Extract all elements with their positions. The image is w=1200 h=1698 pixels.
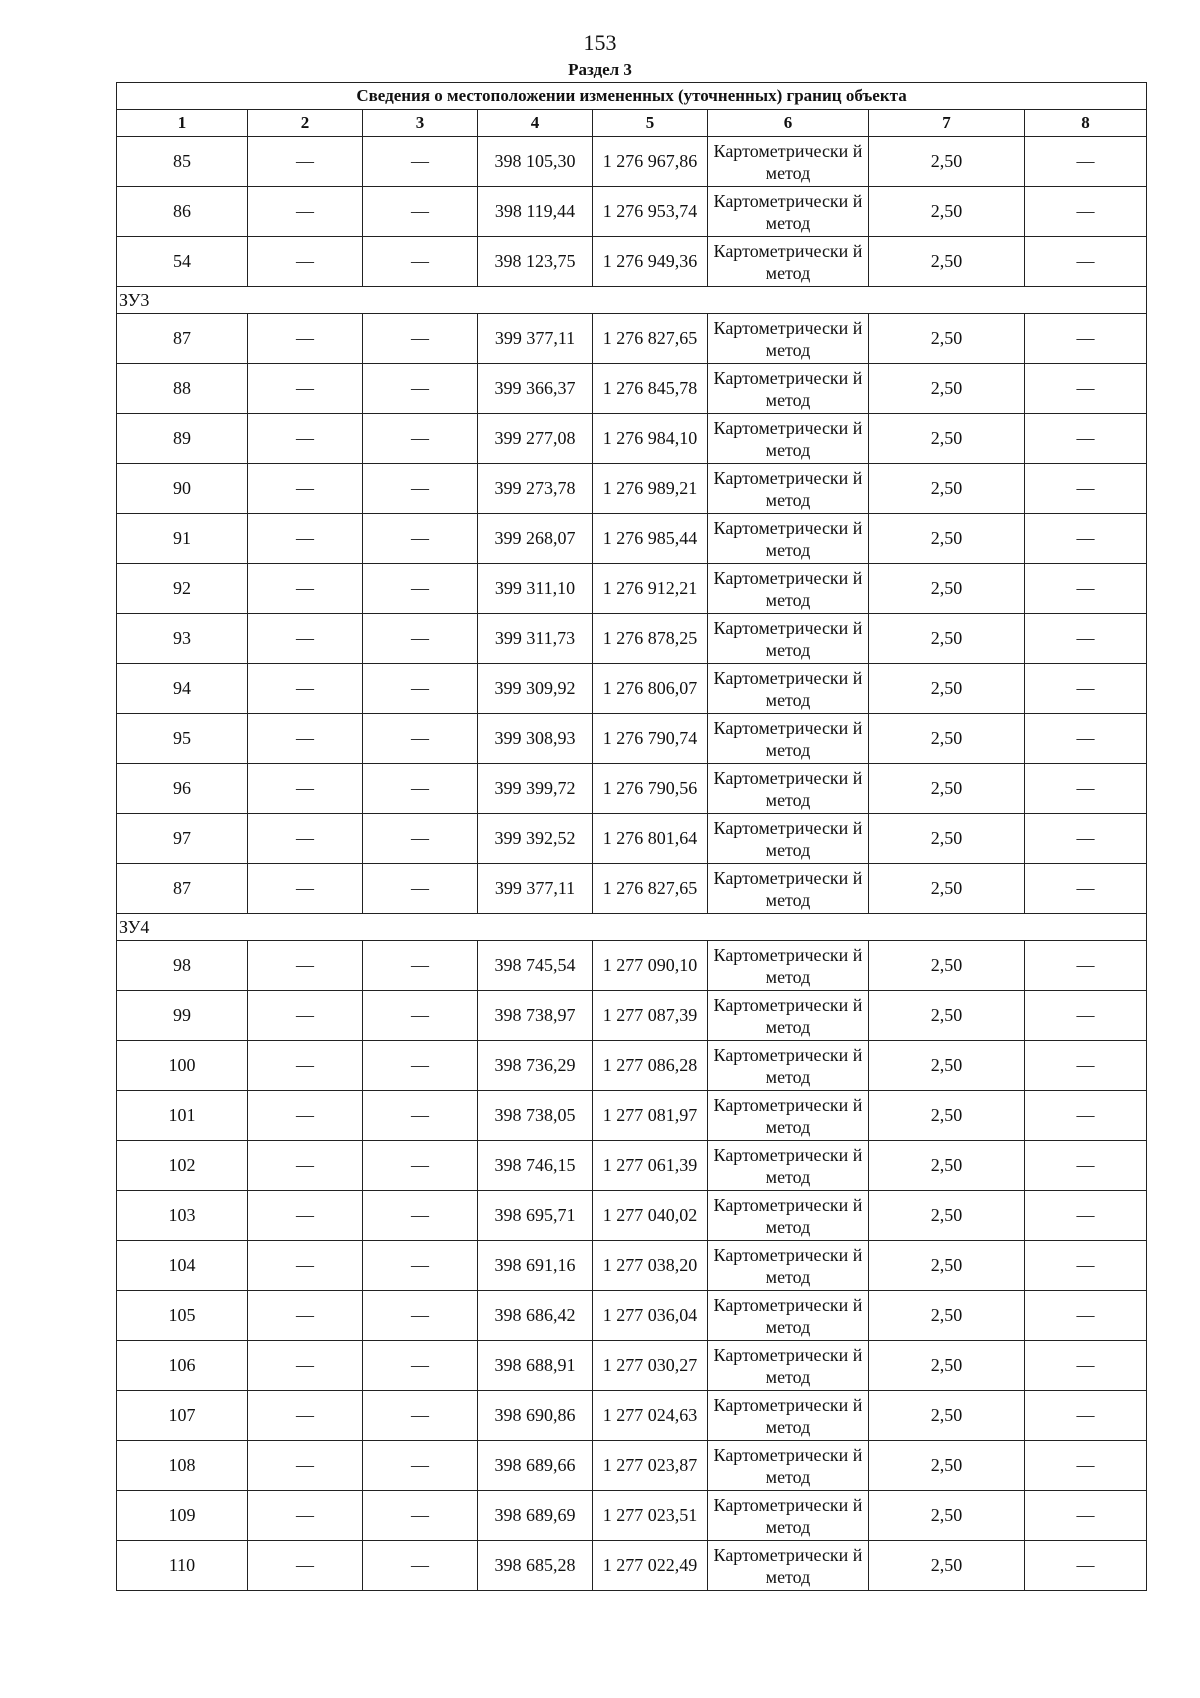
dash-cell: —: [363, 1191, 478, 1241]
method-cell: Картометрически й метод: [708, 364, 869, 414]
x-coordinate-cell: 398 119,44: [478, 187, 593, 237]
x-coordinate-cell: 399 311,73: [478, 614, 593, 664]
table-row: [117, 714, 1147, 764]
x-coordinate-cell: 398 745,54: [478, 941, 593, 991]
error-value-cell: 2,50: [869, 764, 1025, 814]
y-coordinate-cell: 1 276 790,74: [593, 714, 708, 764]
dash-cell: —: [248, 941, 363, 991]
error-value-cell: 2,50: [869, 1391, 1025, 1441]
table-row: [117, 464, 1147, 514]
table-row: [117, 564, 1147, 614]
column-header: 7: [869, 110, 1025, 137]
x-coordinate-cell: 398 738,05: [478, 1091, 593, 1141]
dash-cell: —: [363, 314, 478, 364]
point-number-cell: 95: [117, 714, 248, 764]
dash-cell: —: [248, 1091, 363, 1141]
dash-cell: —: [248, 1541, 363, 1591]
point-number-cell: 100: [117, 1041, 248, 1091]
dash-cell: —: [248, 514, 363, 564]
table-row: [117, 187, 1147, 237]
point-number-cell: 85: [117, 137, 248, 187]
error-value-cell: 2,50: [869, 464, 1025, 514]
error-value-cell: 2,50: [869, 314, 1025, 364]
dash-cell: —: [363, 564, 478, 614]
dash-cell: —: [1025, 414, 1147, 464]
point-number-cell: 54: [117, 237, 248, 287]
point-number-cell: 102: [117, 1141, 248, 1191]
y-coordinate-cell: 1 277 087,39: [593, 991, 708, 1041]
column-header: 1: [117, 110, 248, 137]
x-coordinate-cell: 399 309,92: [478, 664, 593, 714]
dash-cell: —: [248, 614, 363, 664]
dash-cell: —: [1025, 364, 1147, 414]
method-cell: Картометрически й метод: [708, 414, 869, 464]
dash-cell: —: [248, 1341, 363, 1391]
x-coordinate-cell: 398 695,71: [478, 1191, 593, 1241]
dash-cell: —: [363, 1291, 478, 1341]
y-coordinate-cell: 1 276 949,36: [593, 237, 708, 287]
dash-cell: —: [248, 1041, 363, 1091]
method-cell: Картометрически й метод: [708, 314, 869, 364]
y-coordinate-cell: 1 277 038,20: [593, 1241, 708, 1291]
dash-cell: —: [363, 1541, 478, 1591]
method-cell: Картометрически й метод: [708, 1441, 869, 1491]
error-value-cell: 2,50: [869, 991, 1025, 1041]
x-coordinate-cell: 399 277,08: [478, 414, 593, 464]
dash-cell: —: [363, 364, 478, 414]
table-row: [117, 1241, 1147, 1291]
y-coordinate-cell: 1 277 024,63: [593, 1391, 708, 1441]
method-cell: Картометрически й метод: [708, 1491, 869, 1541]
method-cell: Картометрически й метод: [708, 664, 869, 714]
method-cell: Картометрически й метод: [708, 764, 869, 814]
dash-cell: —: [248, 1241, 363, 1291]
x-coordinate-cell: 398 736,29: [478, 1041, 593, 1091]
dash-cell: —: [248, 314, 363, 364]
error-value-cell: 2,50: [869, 187, 1025, 237]
table-row: [117, 1491, 1147, 1541]
dash-cell: —: [363, 1491, 478, 1541]
table-row: [117, 1291, 1147, 1341]
dash-cell: —: [363, 614, 478, 664]
dash-cell: —: [1025, 941, 1147, 991]
error-value-cell: 2,50: [869, 614, 1025, 664]
table-row: [117, 514, 1147, 564]
column-header-row: [117, 110, 1147, 137]
y-coordinate-cell: 1 276 801,64: [593, 814, 708, 864]
dash-cell: —: [248, 187, 363, 237]
table-row: [117, 237, 1147, 287]
y-coordinate-cell: 1 276 967,86: [593, 137, 708, 187]
method-cell: Картометрически й метод: [708, 814, 869, 864]
dash-cell: —: [1025, 187, 1147, 237]
y-coordinate-cell: 1 276 806,07: [593, 664, 708, 714]
group-label: ЗУ3: [117, 287, 1147, 314]
table-row: [117, 1091, 1147, 1141]
dash-cell: —: [1025, 1241, 1147, 1291]
y-coordinate-cell: 1 277 036,04: [593, 1291, 708, 1341]
point-number-cell: 88: [117, 364, 248, 414]
group-row: [117, 287, 1147, 314]
method-cell: Картометрически й метод: [708, 187, 869, 237]
dash-cell: —: [363, 1341, 478, 1391]
point-number-cell: 98: [117, 941, 248, 991]
point-number-cell: 101: [117, 1091, 248, 1141]
dash-cell: —: [248, 991, 363, 1041]
point-number-cell: 107: [117, 1391, 248, 1441]
dash-cell: —: [248, 764, 363, 814]
dash-cell: —: [363, 1241, 478, 1291]
dash-cell: —: [248, 364, 363, 414]
x-coordinate-cell: 399 399,72: [478, 764, 593, 814]
method-cell: Картометрически й метод: [708, 1341, 869, 1391]
method-cell: Картометрически й метод: [708, 1391, 869, 1441]
point-number-cell: 104: [117, 1241, 248, 1291]
method-cell: Картометрически й метод: [708, 514, 869, 564]
x-coordinate-cell: 399 377,11: [478, 314, 593, 364]
point-number-cell: 87: [117, 864, 248, 914]
point-number-cell: 94: [117, 664, 248, 714]
dash-cell: —: [363, 464, 478, 514]
column-header: 6: [708, 110, 869, 137]
dash-cell: —: [248, 1391, 363, 1441]
point-number-cell: 91: [117, 514, 248, 564]
error-value-cell: 2,50: [869, 1441, 1025, 1491]
point-number-cell: 87: [117, 314, 248, 364]
table-caption: Сведения о местоположении измененных (уточненных) границ объекта: [117, 83, 1147, 110]
table-row: [117, 1541, 1147, 1591]
dash-cell: —: [1025, 714, 1147, 764]
column-header: 8: [1025, 110, 1147, 137]
y-coordinate-cell: 1 276 953,74: [593, 187, 708, 237]
dash-cell: —: [363, 1041, 478, 1091]
dash-cell: —: [248, 1491, 363, 1541]
x-coordinate-cell: 398 746,15: [478, 1141, 593, 1191]
dash-cell: —: [248, 464, 363, 514]
boundary-coordinates-table: [116, 82, 1147, 1591]
dash-cell: —: [1025, 464, 1147, 514]
dash-cell: —: [363, 864, 478, 914]
dash-cell: —: [248, 664, 363, 714]
y-coordinate-cell: 1 277 061,39: [593, 1141, 708, 1191]
y-coordinate-cell: 1 276 790,56: [593, 764, 708, 814]
dash-cell: —: [1025, 1091, 1147, 1141]
dash-cell: —: [248, 1291, 363, 1341]
x-coordinate-cell: 398 738,97: [478, 991, 593, 1041]
dash-cell: —: [1025, 1441, 1147, 1491]
dash-cell: —: [1025, 137, 1147, 187]
column-header: 5: [593, 110, 708, 137]
y-coordinate-cell: 1 277 030,27: [593, 1341, 708, 1391]
table-row: [117, 614, 1147, 664]
group-row: [117, 914, 1147, 941]
error-value-cell: 2,50: [869, 1091, 1025, 1141]
point-number-cell: 106: [117, 1341, 248, 1391]
y-coordinate-cell: 1 276 989,21: [593, 464, 708, 514]
error-value-cell: 2,50: [869, 941, 1025, 991]
dash-cell: —: [363, 714, 478, 764]
x-coordinate-cell: 399 311,10: [478, 564, 593, 614]
column-header: 4: [478, 110, 593, 137]
method-cell: Картометрически й метод: [708, 614, 869, 664]
dash-cell: —: [1025, 314, 1147, 364]
dash-cell: —: [363, 237, 478, 287]
x-coordinate-cell: 398 105,30: [478, 137, 593, 187]
y-coordinate-cell: 1 277 023,87: [593, 1441, 708, 1491]
point-number-cell: 86: [117, 187, 248, 237]
error-value-cell: 2,50: [869, 864, 1025, 914]
error-value-cell: 2,50: [869, 1341, 1025, 1391]
dash-cell: —: [1025, 1391, 1147, 1441]
error-value-cell: 2,50: [869, 364, 1025, 414]
error-value-cell: 2,50: [869, 1041, 1025, 1091]
table-row: [117, 764, 1147, 814]
dash-cell: —: [363, 1441, 478, 1491]
dash-cell: —: [248, 137, 363, 187]
page-number: 153: [583, 30, 617, 55]
x-coordinate-cell: 399 273,78: [478, 464, 593, 514]
error-value-cell: 2,50: [869, 414, 1025, 464]
error-value-cell: 2,50: [869, 1491, 1025, 1541]
column-header: 3: [363, 110, 478, 137]
point-number-cell: 110: [117, 1541, 248, 1591]
method-cell: Картометрически й метод: [708, 237, 869, 287]
group-label: ЗУ4: [117, 914, 1147, 941]
table-row: [117, 1041, 1147, 1091]
y-coordinate-cell: 1 277 023,51: [593, 1491, 708, 1541]
dash-cell: —: [1025, 1291, 1147, 1341]
table-row: [117, 814, 1147, 864]
dash-cell: —: [1025, 1041, 1147, 1091]
point-number-cell: 97: [117, 814, 248, 864]
table-row: [117, 137, 1147, 187]
table-row: [117, 1141, 1147, 1191]
dash-cell: —: [1025, 614, 1147, 664]
dash-cell: —: [363, 1091, 478, 1141]
error-value-cell: 2,50: [869, 237, 1025, 287]
column-header: 2: [248, 110, 363, 137]
dash-cell: —: [1025, 1541, 1147, 1591]
error-value-cell: 2,50: [869, 1241, 1025, 1291]
error-value-cell: 2,50: [869, 137, 1025, 187]
dash-cell: —: [1025, 764, 1147, 814]
y-coordinate-cell: 1 276 827,65: [593, 314, 708, 364]
dash-cell: —: [1025, 514, 1147, 564]
method-cell: Картометрически й метод: [708, 1541, 869, 1591]
error-value-cell: 2,50: [869, 814, 1025, 864]
table-row: [117, 1391, 1147, 1441]
error-value-cell: 2,50: [869, 1191, 1025, 1241]
error-value-cell: 2,50: [869, 1291, 1025, 1341]
table-row: [117, 364, 1147, 414]
error-value-cell: 2,50: [869, 514, 1025, 564]
error-value-cell: 2,50: [869, 714, 1025, 764]
dash-cell: —: [363, 991, 478, 1041]
method-cell: Картометрически й метод: [708, 564, 869, 614]
dash-cell: —: [363, 814, 478, 864]
dash-cell: —: [248, 1441, 363, 1491]
method-cell: Картометрически й метод: [708, 1141, 869, 1191]
y-coordinate-cell: 1 276 985,44: [593, 514, 708, 564]
method-cell: Картометрически й метод: [708, 1041, 869, 1091]
x-coordinate-cell: 398 123,75: [478, 237, 593, 287]
table-row: [117, 664, 1147, 714]
dash-cell: —: [248, 1141, 363, 1191]
dash-cell: —: [363, 1391, 478, 1441]
x-coordinate-cell: 398 689,69: [478, 1491, 593, 1541]
x-coordinate-cell: 398 689,66: [478, 1441, 593, 1491]
y-coordinate-cell: 1 276 984,10: [593, 414, 708, 464]
table-row: [117, 414, 1147, 464]
error-value-cell: 2,50: [869, 564, 1025, 614]
y-coordinate-cell: 1 277 040,02: [593, 1191, 708, 1241]
dash-cell: —: [1025, 564, 1147, 614]
dash-cell: —: [363, 664, 478, 714]
dash-cell: —: [363, 764, 478, 814]
y-coordinate-cell: 1 276 878,25: [593, 614, 708, 664]
dash-cell: —: [363, 414, 478, 464]
dash-cell: —: [363, 187, 478, 237]
point-number-cell: 105: [117, 1291, 248, 1341]
section-title: Раздел 3: [568, 60, 632, 79]
x-coordinate-cell: 398 690,86: [478, 1391, 593, 1441]
x-coordinate-cell: 399 268,07: [478, 514, 593, 564]
x-coordinate-cell: 399 392,52: [478, 814, 593, 864]
error-value-cell: 2,50: [869, 664, 1025, 714]
table-row: [117, 1441, 1147, 1491]
dash-cell: —: [363, 941, 478, 991]
y-coordinate-cell: 1 276 912,21: [593, 564, 708, 614]
dash-cell: —: [248, 714, 363, 764]
method-cell: Картометрически й метод: [708, 864, 869, 914]
dash-cell: —: [1025, 864, 1147, 914]
table-body: [117, 137, 1147, 1591]
point-number-cell: 89: [117, 414, 248, 464]
dash-cell: —: [1025, 1341, 1147, 1391]
method-cell: Картометрически й метод: [708, 1241, 869, 1291]
table-row: [117, 1191, 1147, 1241]
x-coordinate-cell: 399 377,11: [478, 864, 593, 914]
dash-cell: —: [1025, 1141, 1147, 1191]
y-coordinate-cell: 1 277 081,97: [593, 1091, 708, 1141]
point-number-cell: 93: [117, 614, 248, 664]
method-cell: Картометрически й метод: [708, 137, 869, 187]
point-number-cell: 103: [117, 1191, 248, 1241]
table-row: [117, 314, 1147, 364]
y-coordinate-cell: 1 277 090,10: [593, 941, 708, 991]
point-number-cell: 99: [117, 991, 248, 1041]
dash-cell: —: [248, 1191, 363, 1241]
method-cell: Картометрически й метод: [708, 1191, 869, 1241]
x-coordinate-cell: 398 685,28: [478, 1541, 593, 1591]
x-coordinate-cell: 398 688,91: [478, 1341, 593, 1391]
table-row: [117, 991, 1147, 1041]
point-number-cell: 92: [117, 564, 248, 614]
error-value-cell: 2,50: [869, 1141, 1025, 1191]
x-coordinate-cell: 398 686,42: [478, 1291, 593, 1341]
method-cell: Картометрически й метод: [708, 1291, 869, 1341]
point-number-cell: 109: [117, 1491, 248, 1541]
method-cell: Картометрически й метод: [708, 464, 869, 514]
table-row: [117, 941, 1147, 991]
dash-cell: —: [1025, 237, 1147, 287]
error-value-cell: 2,50: [869, 1541, 1025, 1591]
y-coordinate-cell: 1 276 845,78: [593, 364, 708, 414]
dash-cell: —: [1025, 664, 1147, 714]
dash-cell: —: [248, 414, 363, 464]
dash-cell: —: [1025, 1491, 1147, 1541]
dash-cell: —: [248, 814, 363, 864]
x-coordinate-cell: 399 366,37: [478, 364, 593, 414]
dash-cell: —: [248, 564, 363, 614]
dash-cell: —: [363, 137, 478, 187]
point-number-cell: 90: [117, 464, 248, 514]
y-coordinate-cell: 1 277 086,28: [593, 1041, 708, 1091]
y-coordinate-cell: 1 277 022,49: [593, 1541, 708, 1591]
dash-cell: —: [248, 237, 363, 287]
table-row: [117, 864, 1147, 914]
method-cell: Картометрически й метод: [708, 1091, 869, 1141]
method-cell: Картометрически й метод: [708, 941, 869, 991]
dash-cell: —: [1025, 814, 1147, 864]
method-cell: Картометрически й метод: [708, 714, 869, 764]
method-cell: Картометрически й метод: [708, 991, 869, 1041]
dash-cell: —: [363, 1141, 478, 1191]
point-number-cell: 108: [117, 1441, 248, 1491]
point-number-cell: 96: [117, 764, 248, 814]
x-coordinate-cell: 399 308,93: [478, 714, 593, 764]
table-row: [117, 1341, 1147, 1391]
x-coordinate-cell: 398 691,16: [478, 1241, 593, 1291]
dash-cell: —: [248, 864, 363, 914]
y-coordinate-cell: 1 276 827,65: [593, 864, 708, 914]
dash-cell: —: [1025, 991, 1147, 1041]
dash-cell: —: [363, 514, 478, 564]
dash-cell: —: [1025, 1191, 1147, 1241]
